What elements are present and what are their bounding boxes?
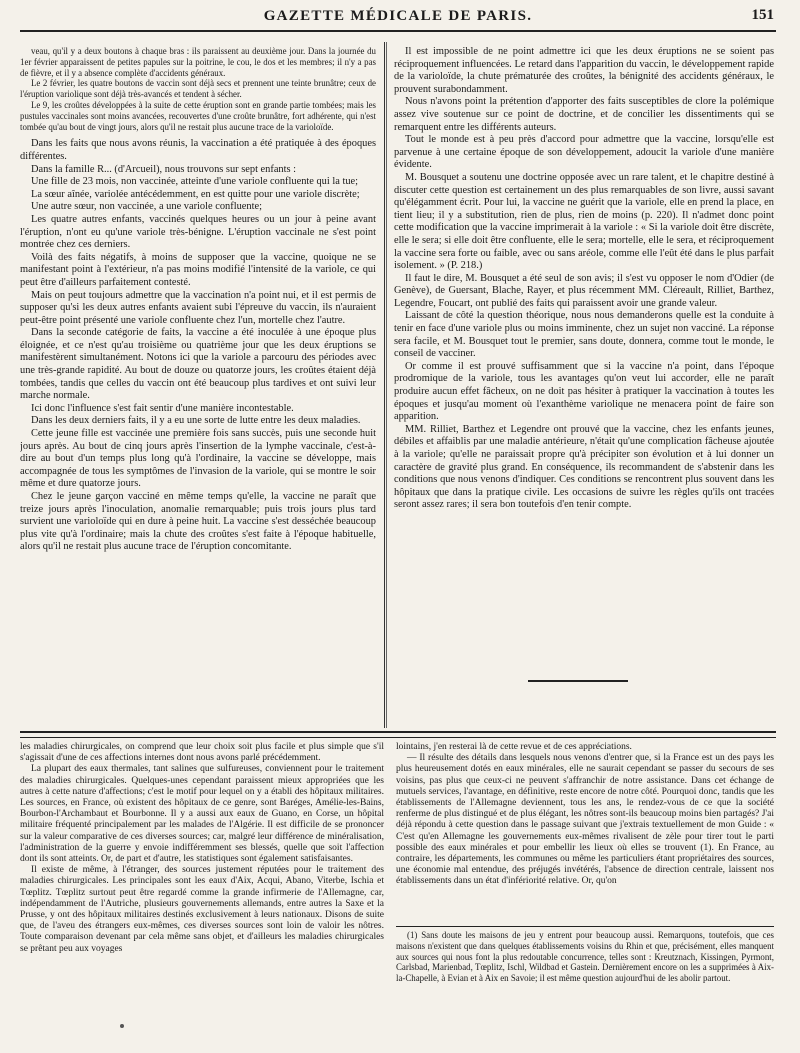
paragraph: Mais on peut toujours admettre que la vaccination n'a point nui, et il est permis de supposer qu'si les deux autres enfants avaient subi l'épreuve du vaccin, ils n'auraient peut-être point présenté une variole confluente chez l'un, mortelle chez l'autre.	[20, 289, 376, 326]
journal-title: GAZETTE MÉDICALE DE PARIS.	[263, 8, 533, 24]
paragraph: Le 2 février, les quatre boutons de vaccin sont déjà secs et prennent une teinte brunâtre; ceux de l'éruption variolique sont déjà très-avancés et tendent à sécher.	[20, 78, 376, 100]
top-right-column	[394, 46, 774, 650]
ink-mark	[120, 1024, 124, 1028]
paragraph: Laissant de côté la question théorique, nous nous demanderons quelle est la conduite à tenir en face d'une variole plus ou moins imminente, chez un sujet non vacciné. La réponse sera facile, et M. Bousquet tout le premier, sans doute, donnera, comme tout le monde, le conseil de vacciner.	[394, 310, 774, 360]
paragraph: Une autre sœur, non vaccinée, a une variole confluente;	[31, 201, 262, 213]
paragraph: Dans la famille R... (d'Arcueil), nous trouvons sur sept enfants :	[31, 163, 297, 175]
section-end-rule	[528, 680, 628, 682]
paragraph: veau, qu'il y a deux boutons à chaque bras : ils paraissent au deuxième jour. Dans la journée du 1er février apparaissent de petites papules sur la poitrine, le cou, le dos et les membres; il n'y a pas de fièvre, et il y a absence complète d'accidents généraux.	[20, 46, 376, 78]
paragraph: La plupart des eaux thermales, tant salines que sulfureuses, conviennent pour le traitement des maladies chirurgicales. Quelques-unes cependant paraissent mieux appropriées que les autres à cette nature d'affections; c'est le motif pour lequel on y a établi des hôpitaux militaires. Les sources, en France, où existent des hôpitaux de ce genre, sont Baréges, Amélie-les-Bains, Bourbon-l'Archambaut et Bourbonne. Il y a aussi aux eaux de Guano, en Corse, un hôpital militaire fréquenté principalement par les malades de l'Algérie. Il est difficile de se prononcer sur la valeur comparative de ces diverses sources; car, malgré leur différence de minéralisation, l'administration de la guerre y envoie indifféremment ses blessés, quelle que soit l'affection dont ils sont atteints. Or, de part et d'autre, les statistiques sont également satisfaisantes.	[20, 764, 384, 865]
paragraph: Dans les faits que nous avons réunis, la vaccination a été pratiquée à des époques différentes.	[20, 138, 376, 162]
paragraph: M. Bousquet a soutenu une doctrine opposée avec un rare talent, et le chapitre destiné à discuter cette question est certainement un des plus remarquables de son livre, aussi savant qu'élégamment écrit. Pour lui, la vaccine ne guérit que la variole, elle en prend la place, en tient lieu; il y a substitution, rien de plus, rien de moins (p. 220). Il n'admet donc point cette modification que la vaccine imprimerait à la variole : « Si la variole doit être discrète, elle le sera; si elle doit être confluente, elle le sera; mortelle, elle le sera, et réciproquement la vaccine sera forte ou faible, avec ou sans aréole, comme elle l'eût été dans le plus parfait isolement. » (P. 218.)	[394, 171, 774, 272]
paragraph: Le 9, les croûtes développées à la suite de cette éruption sont en grande partie tombées; mais les pustules vaccinales sont moins avancées, recouvertes d'une croûte brunâtre, fort adhérente, qui n'est tombée qu'au bout de vingt jours, alors qu'il ne restait plus aucune trace de la varioloïde.	[20, 99, 376, 132]
column-rule	[384, 42, 385, 728]
paragraph: Or comme il est prouvé suffisamment que si la vaccine n'a point, dans l'époque prodromique de la variole, tous les avantages qu'on veut lui accorder, elle ne paraît produire aucun effet fâcheux, on ne doit pas hésiter à pratiquer la vaccination à toutes les époques et jusqu'au moment où l'exanthème variolique ne menacera point de faire son apparition.	[394, 360, 774, 423]
paragraph: La sœur aînée, variolée antécédemment, en est quitte pour une variole discrète;	[31, 188, 360, 200]
paragraph: Les quatre autres enfants, vaccinés quelques heures ou un jour à peine avant l'éruption, n'ont eu qu'une variole très-bénigne. L'éruption vaccinale ne s'est point montrée chez ces derniers.	[20, 213, 376, 251]
bottom-right-column	[396, 742, 774, 922]
paragraph: Il existe de même, à l'étranger, des sources justement réputées pour le traitement des maladies chirurgicales. Les principales sont les eaux d'Aix, Acqui, Abano, Viterbe, Ischia et Tœplitz. Tœplitz surtout peut être regardé comme la grande infirmerie de l'Allemagne, car, indépendamment de l'Autriche, plusieurs gouvernements allemands, entre autres la Saxe et la Prusse, y ont des hôpitaux militaires destinés exclusivement à leurs nationaux. Disons de suite que, de l'aveu des étrangers eux-mêmes, ces diverses sources sont loin de valoir les nôtres. Toute comparaison devenant par cela même sans objet, et d'ailleurs les maladies chirurgicales se prêtant peu aux voyages	[20, 865, 384, 954]
footnote-rule	[396, 926, 774, 927]
paragraph: Cette jeune fille est vaccinée une première fois sans succès, puis une seconde huit jours après. Au bout de cinq jours après l'insertion de la lymphe vaccinale, c'est-à-dire au bout d'un temps plus long qu'à l'ordinaire, la vaccine se développe, mais accompagnée de tous les symptômes de l'invasion de la variole, qui se montre le soir même et dure quatorze jours.	[20, 428, 376, 490]
paragraph: Dans la seconde catégorie de faits, la vaccine a été inoculée à une époque plus éloignée, et ce n'est qu'au troisième ou quatrième jour que les deux éruptions se manifestèrent simultanément. Notons ici que la variole a parcouru des périodes avec une très-grande rapidité. Au bout de douze ou quatorze jours, les croûtes étaient déjà tombées, tandis que celles du vaccin ont été beaucoup plus tardives et ont suivi leur marche normale.	[20, 327, 376, 402]
paragraph: Dans les deux derniers faits, il y a eu une sorte de lutte entre les deux maladies.	[31, 415, 361, 427]
paragraph: Tout le monde est à peu près d'accord pour admettre que la vaccine, lorsqu'elle est parvenue à une certaine époque de son développement, adoucit la variole d'une manière évidente.	[394, 134, 774, 171]
paragraph: Une fille de 23 mois, non vaccinée, atteinte d'une variole confluente qui la tue;	[31, 176, 359, 188]
footnote-text: (1) Sans doute les maisons de jeu y entrent pour beaucoup aussi. Remarquons, toutefois, que ces maisons n'existent que dans quelques établissements voisins du Rhin et que, précisément, elles manquent aux sources qui nous font la plus redoutable concurrence, telles sont : Kreutznach, Kissingen, Pyrmont, Carlsbad, Marienbad, Tœplitz, Ischl, Wildbad et Gastein. Dernièrement encore on les a supprimées à Aix-la-Chapelle, à Evian et à Aix en Savoie; il est même question aujourd'hui de les abolir partout.	[396, 930, 774, 984]
top-left-column	[20, 46, 376, 722]
page-number: 151	[751, 7, 774, 23]
column-rule-inner	[386, 42, 387, 728]
feuilleton-divider	[20, 731, 776, 738]
paragraph: Ici donc l'influence s'est fait sentir d'une manière incontestable.	[31, 402, 294, 414]
paragraph: Voilà des faits négatifs, à moins de supposer que la vaccine, quoique ne se manifestant point à l'extérieur, n'a pas moins modifié l'intensité de la variole, ce qui peut être d'ailleurs parfaitement contesté.	[20, 251, 376, 288]
paragraph: MM. Rilliet, Barthez et Legendre ont prouvé que la vaccine, chez les enfants jeunes, débiles et affaiblis par une maladie antérieure, n'était qu'une complication fâcheuse ajoutée à la variole; qu'elle ne paraissait propre qu'à précipiter son évolution et à lui donner un caractère de gravité plus grand. En conséquence, ils recommandent de s'abstenir dans les conditions que nous venons d'indiquer. Ces conditions se rencontrent plus souvent dans les hôpitaux que dans la pratique civile. Les occasions de suivre les règles qu'ils ont tracées seront assez rares; il sera bon toutefois d'en tenir compte.	[394, 423, 774, 511]
bottom-left-column	[20, 742, 384, 1032]
footnote	[396, 930, 774, 1030]
paragraph: Il faut le dire, M. Bousquet a été seul de son avis; il s'est vu opposer le nom d'Odier (de Genève), de Guersant, Blache, Rayer, et plus récemment MM. Cléreault, Rilliet, Barthez, Legendre, Foucart, ont publié des faits qui paraissent avoir une grande valeur.	[394, 272, 774, 309]
paragraph: lointains, j'en resterai là de cette revue et de ces appréciations.	[396, 742, 632, 752]
paragraph: les maladies chirurgicales, on comprend que leur choix soit plus facile et plus simple que s'il s'agissait d'une de ces affections internes dont nous avons parlé précédemment.	[20, 742, 384, 764]
paragraph: — Il résulte des détails dans lesquels nous venons d'entrer que, si la France est un des pays les plus heureusement dotés en eaux minérales, elle ne saurait cependant se passer du secours de ses voisins, pas plus que ceux-ci ne peuvent s'affranchir de notre assistance. Dans cet échange de mutuels services, l'avantage, en définitive, reste encore de notre côté. Pourquoi donc, tandis que les établissements de l'Allemagne deviennent, tous les ans, le rendez-vous de ce que la société renferme de plus distingué et de plus élégant, les nôtres sont-ils beaucoup moins bien partagés? J'ai déjà répondu à cette question dans le passage suivant que j'extrais textuellement de mon Guide : « C'est qu'en Allemagne les gouvernements eux-mêmes rivalisent de zèle pour tirer tout le parti possible des eaux minérales et pour embellir les lieux où elles se trouvent (1). En France, au contraire, les départements, les communes ou même les particuliers étant propriétaires des sources, une économie mal entendue, des préjugés invétérés, l'absence de direction centrale, laissent nos établissements dans un état d'infériorité relative. Or, qu'on	[396, 753, 774, 887]
paragraph: Il est impossible de ne point admettre ici que les deux éruptions ne se soient pas réciproquement influencées. Le retard dans l'apparition du vaccin, le développement rapide de la varioloïde, la chute prématurée des croûtes, la bénignité des accidents généraux, le prouvent surabondamment.	[394, 46, 774, 95]
page-header	[20, 6, 776, 32]
paragraph: Chez le jeune garçon vacciné en même temps qu'elle, la vaccine ne paraît que treize jours après l'inoculation, anomalie remarquable; puis trois jours plus tard survient une varioloïde qui en dure à peine huit. La vaccine s'est desséchée beaucoup plus vite qu'à l'ordinaire; mais la chute des croûtes s'est faite à l'époque habituelle, alors qu'il ne restait plus aucune trace de l'éruption concomitante.	[20, 491, 376, 553]
paragraph: Nous n'avons point la prétention d'apporter des faits susceptibles de clore la polémique assez vive soutenue sur ce point de doctrine, et de concilier les dissentiments qui se remarquent entre les différents auteurs.	[394, 96, 774, 133]
